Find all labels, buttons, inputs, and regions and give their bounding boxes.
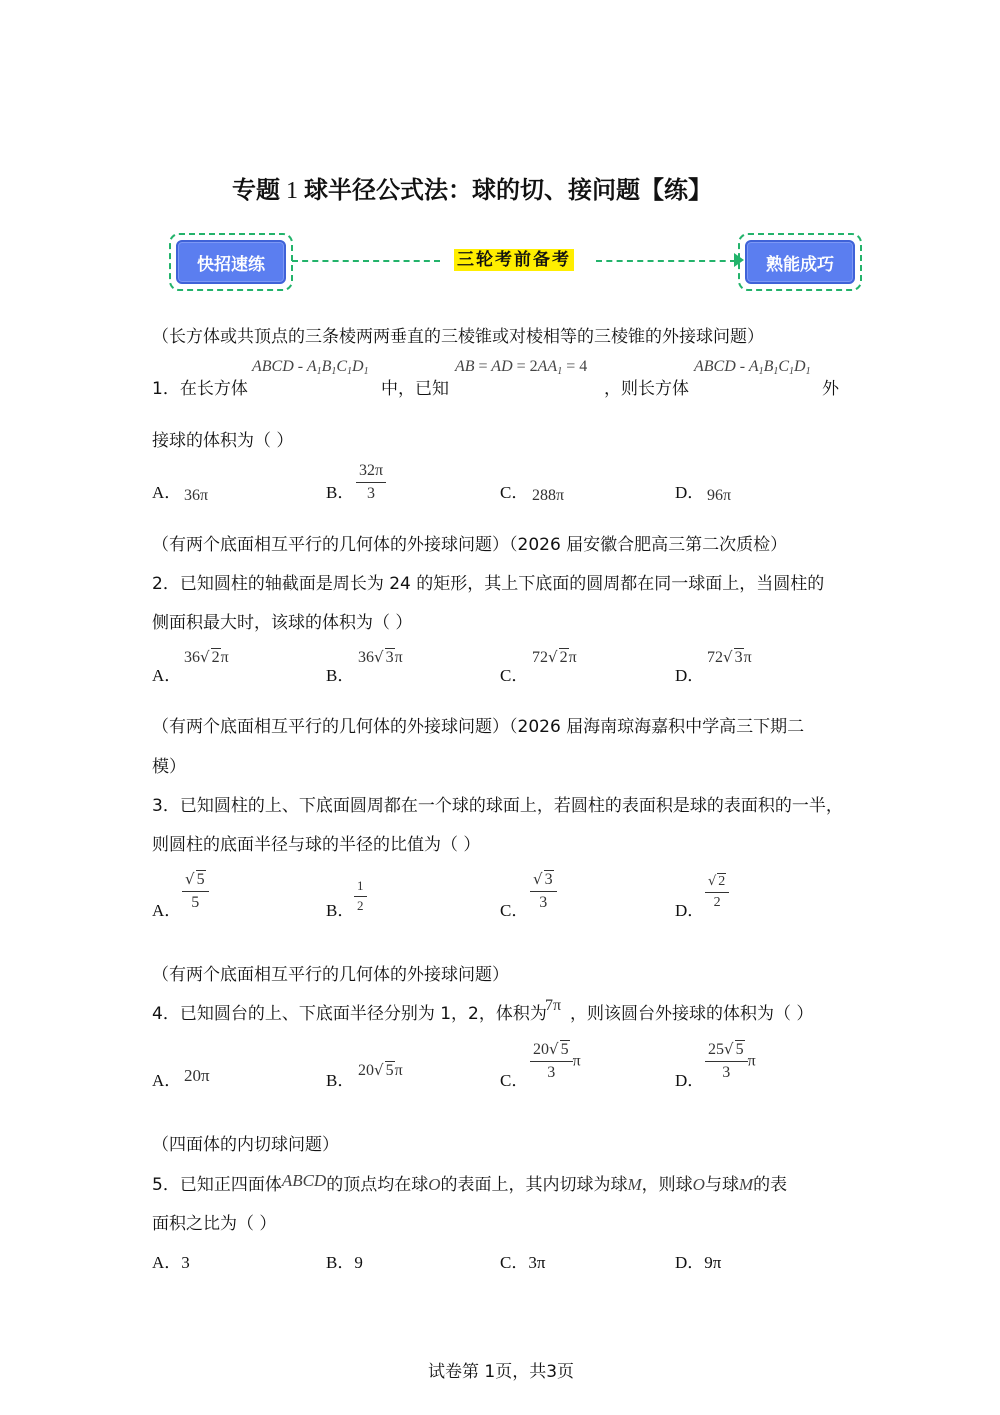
q3-option-c-fraction: $\frac{√ 3}{3}$ xyxy=(530,870,557,913)
q1-option-c-label[interactable]: C． xyxy=(500,483,529,502)
q1-option-a-value: 36π xyxy=(184,487,209,504)
q4-option-d-fraction: $\frac{25√ 5}{3}$ π xyxy=(705,1040,756,1083)
q2-option-a-label[interactable]: A． xyxy=(152,666,182,685)
q2-option-c-value: 72√ 2π xyxy=(532,648,577,666)
banner-dash-left xyxy=(292,260,440,262)
q4-line1: 4．已知圆台的上、下底面半径分别为 1，2，体积为 xyxy=(152,1004,547,1024)
q4-option-b-label[interactable]: B． xyxy=(326,1071,355,1090)
section-note-1: （长方体或共顶点的三条棱两两垂直的三棱锥或对棱相等的三棱锥的外接球问题） xyxy=(152,327,764,347)
page-title xyxy=(232,170,712,205)
section-note-2: （有两个底面相互平行的几何体的外接球问题）（2026 届安徽合肥高三第二次质检） xyxy=(152,535,788,555)
title-text: 球半径公式法：球的切、接问题【练】 xyxy=(304,176,712,204)
q3-option-b-fraction: $\frac{1}{2}$ xyxy=(354,879,367,914)
q1-solid-formula-2: ABCD - $A_1B_1C_1D_1$ xyxy=(694,358,811,377)
q1-line2: 接球的体积为（ ） xyxy=(152,431,294,451)
q4-option-b-value: 20√ 5π xyxy=(358,1061,403,1079)
section-note-5: （四面体的内切球问题） xyxy=(152,1135,339,1155)
banner-dash-right xyxy=(596,260,736,262)
q3-line1: 3．已知圆柱的上、下底面圆周都在一个球的球面上，若圆柱的表面积是球的表面积的一半， xyxy=(152,796,843,816)
q1-option-d-value: 96π xyxy=(707,487,732,504)
q3-option-a-label[interactable]: A． xyxy=(152,901,182,920)
q3-option-d-fraction: $\frac{√ 2}{2}$ xyxy=(705,873,729,911)
q2-line2: 侧面积最大时，该球的体积为（ ） xyxy=(152,613,413,633)
banner-middle-label: 三轮考前备考 xyxy=(454,249,574,271)
q4-volume-value: 7π xyxy=(545,997,562,1014)
q2-option-c-label[interactable]: C． xyxy=(500,666,529,685)
q5-option-c[interactable]: C．3π xyxy=(500,1253,546,1272)
q2-option-b-value: 36√ 3π xyxy=(358,648,403,666)
section-note-4: （有两个底面相互平行的几何体的外接球问题） xyxy=(152,965,509,985)
q1-option-b-label[interactable]: B． xyxy=(326,483,355,502)
q2-option-d-value: 72√ 3π xyxy=(707,648,752,666)
q2-option-d-label[interactable]: D． xyxy=(675,666,705,685)
q3-option-b-label[interactable]: B． xyxy=(326,901,355,920)
q1-option-a-label[interactable]: A． xyxy=(152,483,182,502)
q1-option-c-value: 288π xyxy=(532,487,565,504)
page-footer: 试卷第 1页，共3页 xyxy=(428,1362,575,1382)
q3-line2: 则圆柱的底面半径与球的半径的比值为（ ） xyxy=(152,835,481,855)
q5-line1: 5．已知正四面体ABCD的顶点均在球O的表面上，其内切球为球M，则球O与球M的表 xyxy=(152,1171,788,1195)
q1-text-mid: 中，已知 xyxy=(381,379,449,399)
section-note-3a: （有两个底面相互平行的几何体的外接球问题）（2026 届海南琼海嘉积中学高三下期二 xyxy=(152,717,805,737)
q1-condition-formula: AB = AD = $2AA_1 = 4$ xyxy=(455,358,588,377)
q1-text-end: 外 xyxy=(822,379,839,399)
banner-right-button[interactable]: 熟能成巧 xyxy=(745,240,855,284)
q4-line1-end: ，则该圆台外接球的体积为（ ） xyxy=(570,1004,814,1024)
q1-option-b-fraction xyxy=(356,462,386,504)
q4-option-c-label[interactable]: C． xyxy=(500,1071,529,1090)
q4-option-a-value: 20π xyxy=(184,1066,210,1085)
q1-solid-formula: ABCD - $A_1B_1C_1D_1$ xyxy=(252,358,369,377)
q1-number: 1．在长方体 xyxy=(152,379,248,399)
q4-option-c-fraction: $\frac{20√ 5}{3}$ π xyxy=(530,1040,581,1083)
q5-line2: 面积之比为（ ） xyxy=(152,1214,277,1234)
q1-b-numerator: 32π xyxy=(356,462,386,483)
q3-option-c-label[interactable]: C． xyxy=(500,901,529,920)
q2-line1: 2．已知圆柱的轴截面是周长为 24 的矩形，其上下底面的圆周都在同一球面上，当圆柱的 xyxy=(152,574,825,594)
q5-option-d[interactable]: D．9π xyxy=(675,1253,722,1272)
q4-option-a-label[interactable]: A． xyxy=(152,1071,182,1090)
q1-text-tail: ，则长方体 xyxy=(604,379,689,399)
q5-option-b[interactable]: B．9 xyxy=(326,1253,363,1272)
q1-line1 xyxy=(152,374,248,399)
banner-left-button[interactable]: 快招速练 xyxy=(176,240,286,284)
section-note-3b: 模） xyxy=(152,757,186,777)
q1-option-d-label[interactable]: D． xyxy=(675,483,705,502)
q3-option-d-label[interactable]: D． xyxy=(675,901,705,920)
q4-option-d-label[interactable]: D． xyxy=(675,1071,705,1090)
q5-option-a[interactable]: A．3 xyxy=(152,1253,190,1272)
q1-b-denominator: 3 xyxy=(367,485,376,503)
title-number: 1 xyxy=(286,178,298,204)
q2-option-a-value: 36√ 2π xyxy=(184,648,229,666)
q2-option-b-label[interactable]: B． xyxy=(326,666,355,685)
title-prefix: 专题 xyxy=(232,176,280,204)
q3-option-a-fraction: $\frac{√ 5}{5}$ xyxy=(182,870,209,913)
